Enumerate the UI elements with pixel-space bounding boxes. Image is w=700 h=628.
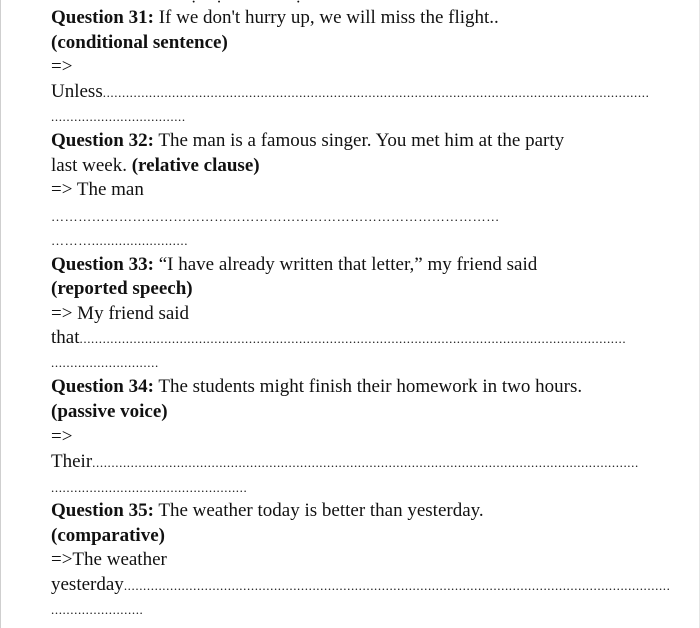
question-32-prompt-line-2: [51, 154, 655, 178]
question-31-arrow: =>: [51, 56, 73, 77]
question-35-text: The weather today is better than yesterday.: [153, 500, 484, 521]
question-33-prompt: [51, 253, 655, 277]
question-35-answer-dots[interactable]: ..............................................................................................................................................: [123, 578, 671, 593]
question-34-text: The students might finish their homework in two hours.: [153, 376, 583, 397]
question-31-text: If we don't hurry up, we will miss the flight..: [153, 7, 499, 28]
question-35-answer-line[interactable]: [51, 573, 671, 597]
question-33-answer-that: that: [51, 327, 80, 348]
cropped-top-text: · · ·: [191, 0, 303, 11]
question-34-prompt: [51, 375, 655, 399]
question-31-prompt: [51, 6, 655, 30]
question-33-text: “I have already written that letter,” my friend said: [153, 254, 538, 275]
question-33-label: Question 33:: [51, 254, 154, 275]
question-34-answer-start: Their: [51, 451, 93, 472]
question-32-text: The man is a famous singer. You met him at the party: [153, 130, 565, 151]
question-33-answer-dots-2[interactable]: ............................: [51, 355, 159, 370]
question-31-answer-line[interactable]: [51, 80, 655, 104]
question-31-type: (conditional sentence): [51, 32, 228, 53]
question-34-type: (passive voice): [51, 401, 168, 422]
question-35-answer-dots-2[interactable]: ........................: [51, 602, 144, 617]
question-35-prompt: [51, 499, 655, 523]
question-32-text-2: last week.: [51, 155, 132, 176]
question-35-label: Question 35:: [51, 500, 154, 521]
question-34-label: Question 34:: [51, 376, 154, 397]
question-33-answer-start: => My friend said: [51, 303, 190, 324]
question-32-type: (relative clause): [131, 155, 260, 176]
question-35-answer-yesterday: yesterday: [51, 574, 124, 595]
question-32-answer-dots-2[interactable]: ……….........................: [51, 233, 189, 248]
question-33-answer-line[interactable]: [51, 326, 655, 350]
question-33-answer-dots[interactable]: ..............................................................................................................................................: [79, 331, 627, 346]
question-31-answer-dots[interactable]: ..............................................................................................................................................: [102, 85, 650, 100]
question-35-answer-start: =>The weather: [51, 549, 167, 570]
question-31-answer-start: Unless: [51, 81, 103, 102]
question-33-type: (reported speech): [51, 278, 193, 299]
question-32-answer-dots[interactable]: ………………………………………………………………………………………: [51, 209, 500, 224]
question-34-arrow: =>: [51, 426, 73, 447]
question-35-type: (comparative): [51, 525, 165, 546]
question-34-answer-dots[interactable]: ..............................................................................................................................................: [92, 455, 639, 470]
question-34-answer-line[interactable]: [51, 450, 655, 474]
question-32-label: Question 32:: [51, 130, 154, 151]
question-31-answer-dots-2[interactable]: ...................................: [51, 109, 186, 124]
question-32-prompt: [51, 129, 655, 153]
question-31-label: Question 31:: [51, 7, 154, 28]
question-32-answer-start: => The man: [51, 179, 144, 200]
question-34-answer-dots-2[interactable]: ...................................................: [51, 480, 248, 495]
